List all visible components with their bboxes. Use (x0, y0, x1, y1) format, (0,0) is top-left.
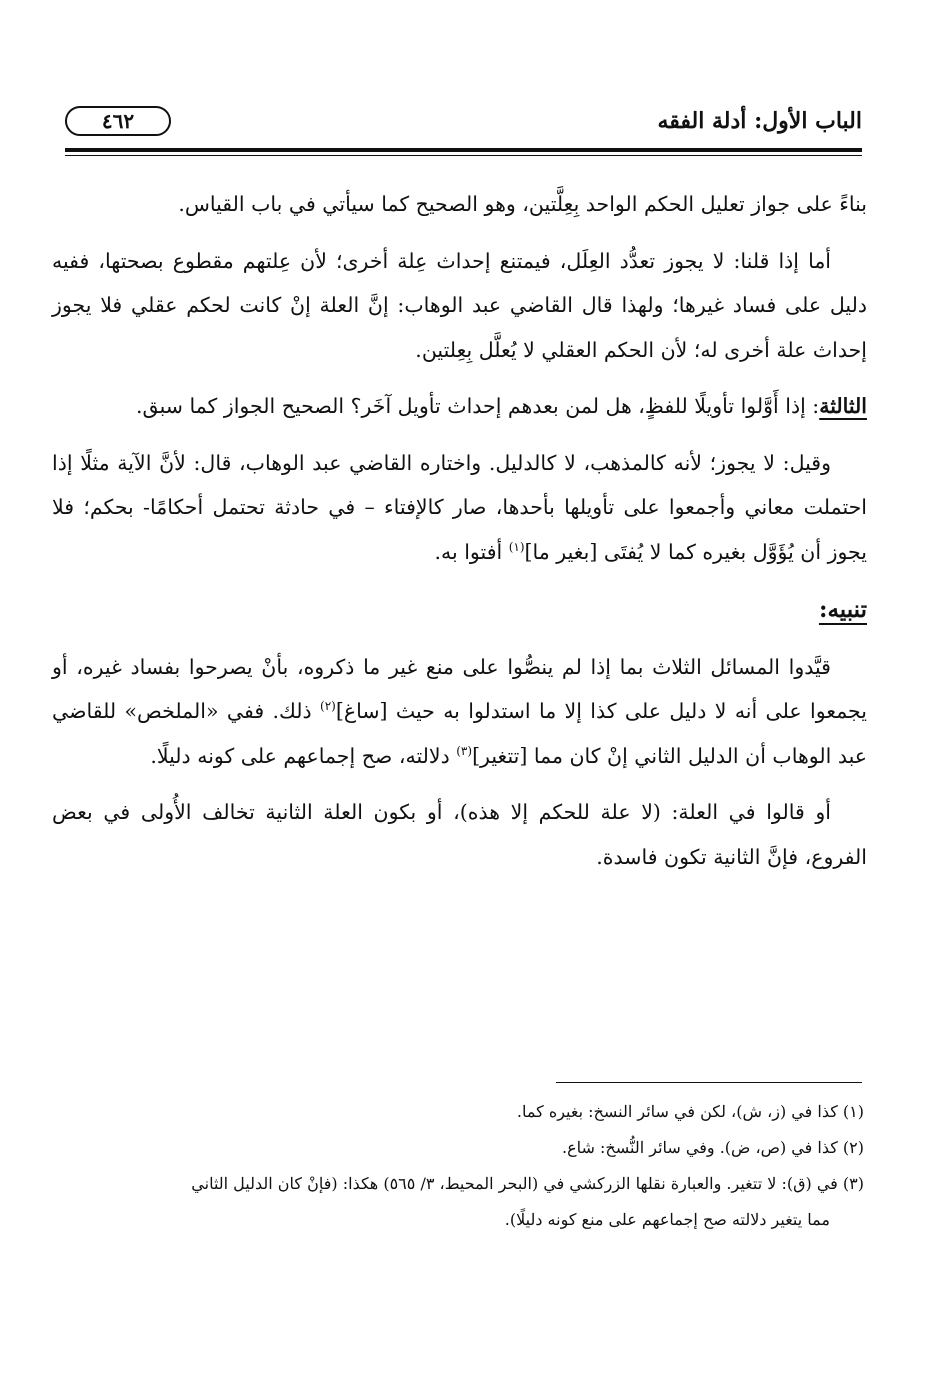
paragraph-4-text: وقيل: لا يجوز؛ لأنه كالمذهب، لا كالدليل. واختاره القاضي عبد الوهاب، قال: لأنَّ الآية مثلًا إذا احتملت معاني وأجمعوا على تأويلها بأحدها، صار كالإفتاء – في حادثة تحتمل أحكامًا- بحكم؛ فلا يجوز أن يُؤَوَّل بغيره كما لا يُفتَى [بغير ما] (52, 450, 867, 564)
main-text (52, 182, 867, 879)
footnote-3: (٣) في (ق): لا تتغير. والعبارة نقلها الزركشي في (البحر المحيط، ٣/ ٥٦٥) هكذا: (فإنْ كان الدليل الثاني (191, 1174, 864, 1193)
footnote-2: (٢) كذا في (ص، ض). وفي سائر النُّسخ: شاع. (562, 1138, 864, 1157)
page-header (65, 100, 862, 152)
running-title: الباب الأول: أدلة الفقه (657, 108, 862, 134)
footnote-ref-3: (٣) (456, 743, 473, 758)
paragraph-5-end: دلالته، صح إجماعهم على كونه دليلًا. (150, 743, 457, 768)
paragraph-5-text: قيَّدوا المسائل الثلاث بما إذا لم ينصُّوا على منع غير ما ذكروه، بأنْ يصرحوا بفساد غيره، أو يجمعوا على أنه لا دليل على كذا إلا ما استدلوا به حيث [ساغ] (52, 654, 867, 723)
header-rule-thick (65, 148, 862, 152)
page-number-badge: ٤٦٢ (65, 106, 171, 136)
paragraph-5-mid: ذلك. ففي «الملخص» للقاضي عبد الوهاب أن الدليل الثاني إنْ كان مما [تتغير] (52, 699, 867, 768)
paragraph-3-text: : إذا أَوَّلوا تأويلًا للفظٍ، هل لمن بعدهم إحداث تأويل آخَر؟ الصحيح الجواز كما سبق. (135, 394, 820, 418)
footnote-1: (١) كذا في (ز، ش)، لكن في سائر النسخ: بغيره كما. (516, 1102, 864, 1121)
paragraph-3 (52, 384, 867, 429)
paragraph-1: بناءً على جواز تعليل الحكم الواحد بِعِلَّتين، وهو الصحيح كما سيأتي في باب القياس. (178, 192, 867, 216)
paragraph-4-end: أفتوا به. (434, 539, 509, 564)
footnote-3-continuation: مما يتغير دلالته صح إجماعهم على منع كونه دليلًا). (504, 1210, 830, 1229)
footnotes (52, 1094, 864, 1238)
paragraph-4 (52, 441, 867, 575)
section-heading: تنبيه: (818, 596, 867, 623)
footnote-separator (556, 1082, 862, 1083)
header-rule-thin (65, 155, 862, 156)
paragraph-3-lead: الثالثة (819, 394, 867, 418)
paragraph-5 (52, 645, 867, 779)
footnote-ref-1: (١) (508, 539, 525, 554)
footnote-ref-2: (٢) (320, 699, 336, 714)
paragraph-2: أما إذا قلنا: لا يجوز تعدُّد العِلَل، فيمتنع إحداث عِلة أخرى؛ لأن عِلتهم مقطوع بصحتها، ففيه دليل على فساد غيرها؛ ولهذا قال القاضي عبد الوهاب: إنَّ العلة إنْ كانت لحكم عقلي فلا يجوز إحداث علة أخرى له؛ لأن الحكم العقلي لا يُعلَّل بِعِلتين. (52, 248, 867, 362)
paragraph-6: أو قالوا في العلة: (لا علة للحكم إلا هذه)، أو بكون العلة الثانية تخالف الأُولى في بعض الفروع، فإنَّ الثانية تكون فاسدة. (52, 800, 867, 869)
